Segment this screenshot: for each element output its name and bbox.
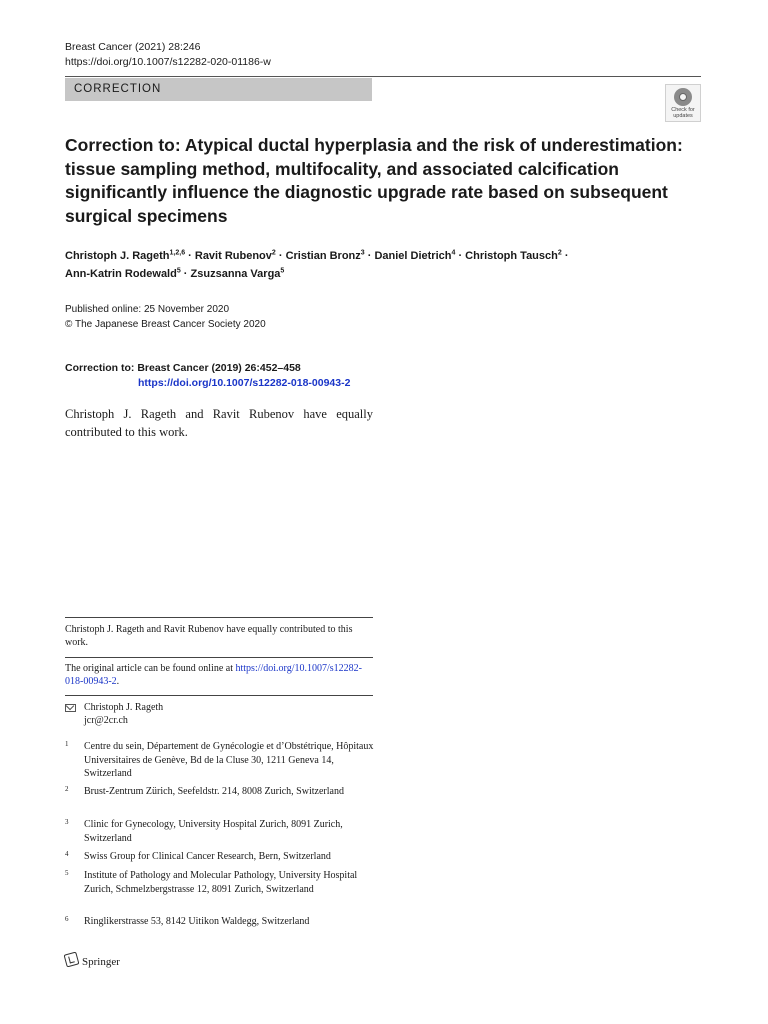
author-entry — [65, 250, 185, 262]
author-affiliation-marker: 2 — [557, 249, 562, 257]
affiliation-text: Ringlikerstrasse 53, 8142 Uitikon Waldegg, Switzerland — [84, 916, 310, 927]
check-for-updates-icon — [674, 88, 692, 106]
header-rule — [65, 76, 701, 77]
corresponding-author-email[interactable]: jcr@2cr.ch — [84, 714, 128, 726]
original-article-link[interactable]: https://doi.org/10.1007/s12282-018-00943-2 — [65, 663, 362, 687]
author-entry — [374, 250, 455, 262]
publisher-mark — [65, 952, 120, 969]
published-date: Published online: 25 November 2020 — [65, 304, 229, 315]
author-affiliation-marker: 3 — [360, 249, 365, 257]
corresponding-author-name: Christoph J. Rageth — [84, 702, 164, 713]
copyright-notice: © The Japanese Breast Cancer Society 2020 — [65, 319, 266, 330]
footnote-rule-3 — [65, 695, 373, 696]
author-affiliation-marker: 1,2,6 — [169, 249, 186, 257]
affiliation-text: Institute of Pathology and Molecular Pathology, University Hospital Zurich, Schmelzbergstrasse 12, 8091 Zurich, Switzerland — [84, 870, 358, 895]
author-separator: · — [561, 250, 569, 262]
footnote-rule-2 — [65, 657, 373, 658]
correction-reference-label: Correction to: Breast Cancer (2019) 26:452–458 — [65, 362, 301, 374]
affiliation-number: 5 — [65, 869, 69, 877]
equal-contribution-footnote: Christoph J. Rageth and Ravit Rubenov have equally contributed to this work. — [65, 624, 353, 648]
publisher-name: Springer — [82, 956, 120, 968]
author-separator: · — [185, 250, 195, 262]
original-article-footnote: The original article can be found online at https://doi.org/10.1007/s12282-018-00943-2. — [65, 663, 362, 687]
check-for-updates-badge[interactable] — [665, 84, 701, 122]
author-entry — [286, 250, 365, 262]
body-paragraph: Christoph J. Rageth and Ravit Rubenov have equally contributed to this work. — [65, 407, 373, 439]
author-list — [65, 247, 685, 283]
author-entry — [191, 268, 285, 280]
author-name[interactable]: Zsuzsanna Varga — [190, 268, 281, 280]
affiliation-number: 6 — [65, 915, 69, 923]
correction-reference-doi-link[interactable]: https://doi.org/10.1007/s12282-018-00943-2 — [138, 377, 351, 389]
author-affiliation-marker: 5 — [176, 267, 181, 275]
journal-citation: Breast Cancer (2021) 28:246 — [65, 41, 201, 53]
author-separator: · — [275, 250, 286, 262]
springer-logo-icon — [64, 952, 80, 968]
article-title: Correction to: Atypical ductal hyperplasia and the risk of underestimation: tissue sampling method, multifocality, and associated calcification significantly influence the diagnostic upgrade rate based on subsequent surgical specimens — [65, 135, 683, 226]
journal-header — [65, 40, 271, 70]
author-affiliation-marker: 4 — [451, 249, 456, 257]
affiliation-number: 3 — [65, 818, 69, 826]
author-name[interactable]: Christoph J. Rageth — [65, 250, 170, 262]
affiliation-text: Centre du sein, Département de Gynécologie et d’Obstétrique, Hôpitaux Universitaires de Genève, Bd de la Cluse 30, 1211 Geneva 14, Switzerland — [84, 741, 374, 779]
author-name[interactable]: Daniel Dietrich — [374, 250, 452, 262]
envelope-icon — [65, 704, 76, 712]
author-entry — [195, 250, 276, 262]
publication-info — [65, 302, 266, 332]
author-separator: · — [455, 250, 466, 262]
author-affiliation-marker: 2 — [271, 249, 276, 257]
author-name[interactable]: Ann-Katrin Rodewald — [65, 268, 177, 280]
affiliation-number: 4 — [65, 850, 69, 858]
article-type-label: CORRECTION — [74, 83, 162, 95]
affiliation-text: Brust-Zentrum Zürich, Seefeldstr. 214, 8008 Zurich, Switzerland — [84, 786, 344, 797]
author-separator: · — [364, 250, 375, 262]
author-separator: · — [180, 268, 191, 280]
check-for-updates-label: Check for updates — [671, 107, 695, 119]
footnote-rule — [65, 617, 373, 618]
author-name[interactable]: Ravit Rubenov — [194, 250, 272, 262]
affiliation-number: 2 — [65, 785, 69, 793]
correction-reference — [65, 361, 350, 391]
author-name[interactable]: Christoph Tausch — [465, 250, 558, 262]
article-doi[interactable]: https://doi.org/10.1007/s12282-020-01186-w — [65, 56, 271, 68]
affiliation-number: 1 — [65, 740, 69, 748]
author-entry — [65, 268, 181, 280]
affiliation-text: Clinic for Gynecology, University Hospital Zurich, 8091 Zurich, Switzerland — [84, 819, 343, 844]
author-affiliation-marker: 5 — [280, 267, 285, 275]
author-name[interactable]: Cristian Bronz — [285, 250, 361, 262]
affiliation-text: Swiss Group for Clinical Cancer Research, Bern, Switzerland — [84, 851, 331, 862]
article-type-banner — [65, 78, 372, 101]
author-entry — [465, 250, 562, 262]
